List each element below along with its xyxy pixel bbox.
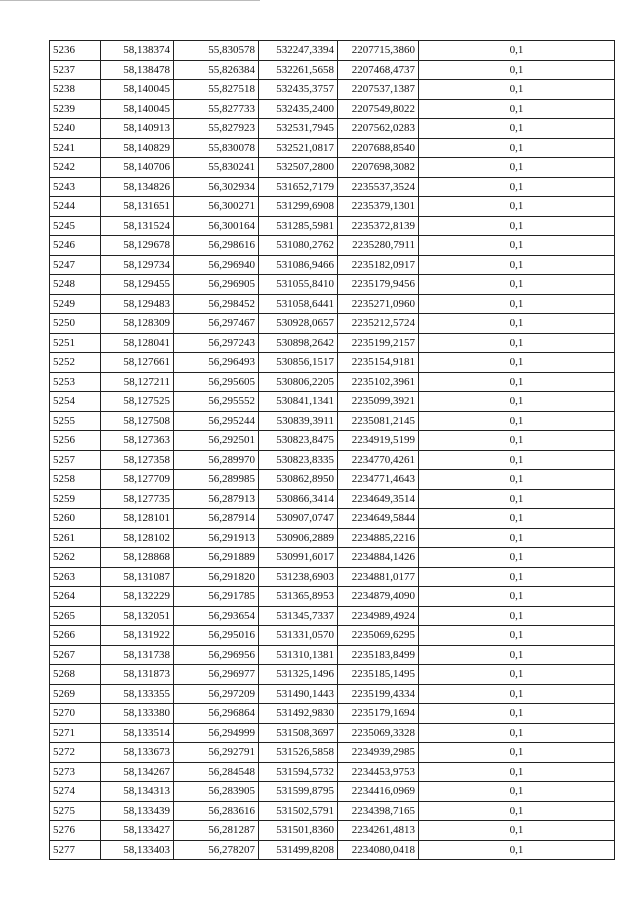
x-coordinate-cell: 531086,9466 <box>259 255 338 275</box>
point-number-cell: 5252 <box>50 353 101 373</box>
point-number-cell: 5254 <box>50 392 101 412</box>
accuracy-cell: 0,1 <box>419 60 615 80</box>
latitude-cell: 58,128041 <box>101 333 174 353</box>
table-row <box>50 372 615 392</box>
latitude-cell: 58,129678 <box>101 236 174 256</box>
table-row <box>50 450 615 470</box>
longitude-cell: 56,281287 <box>174 821 259 841</box>
table-row <box>50 723 615 743</box>
accuracy-cell: 0,1 <box>419 41 615 61</box>
x-coordinate-cell: 531331,0570 <box>259 626 338 646</box>
longitude-cell: 56,296493 <box>174 353 259 373</box>
table-row <box>50 567 615 587</box>
longitude-cell: 56,293654 <box>174 606 259 626</box>
longitude-cell: 56,300164 <box>174 216 259 236</box>
latitude-cell: 58,133403 <box>101 840 174 860</box>
point-number-cell: 5263 <box>50 567 101 587</box>
y-coordinate-cell: 2235372,8139 <box>338 216 419 236</box>
accuracy-cell: 0,1 <box>419 782 615 802</box>
y-coordinate-cell: 2235537,3524 <box>338 177 419 197</box>
y-coordinate-cell: 2235081,2145 <box>338 411 419 431</box>
top-rule <box>0 0 260 1</box>
y-coordinate-cell: 2207537,1387 <box>338 80 419 100</box>
accuracy-cell: 0,1 <box>419 450 615 470</box>
table-row <box>50 762 615 782</box>
latitude-cell: 58,127508 <box>101 411 174 431</box>
longitude-cell: 56,291913 <box>174 528 259 548</box>
latitude-cell: 58,133439 <box>101 801 174 821</box>
longitude-cell: 56,297243 <box>174 333 259 353</box>
longitude-cell: 56,289970 <box>174 450 259 470</box>
y-coordinate-cell: 2235179,1694 <box>338 704 419 724</box>
accuracy-cell: 0,1 <box>419 626 615 646</box>
y-coordinate-cell: 2207688,8540 <box>338 138 419 158</box>
longitude-cell: 56,296977 <box>174 665 259 685</box>
table-row <box>50 99 615 119</box>
accuracy-cell: 0,1 <box>419 684 615 704</box>
accuracy-cell: 0,1 <box>419 801 615 821</box>
y-coordinate-cell: 2207698,3082 <box>338 158 419 178</box>
table-row <box>50 197 615 217</box>
accuracy-cell: 0,1 <box>419 392 615 412</box>
x-coordinate-cell: 530928,0657 <box>259 314 338 334</box>
longitude-cell: 55,830241 <box>174 158 259 178</box>
point-number-cell: 5275 <box>50 801 101 821</box>
accuracy-cell: 0,1 <box>419 509 615 529</box>
longitude-cell: 55,827733 <box>174 99 259 119</box>
point-number-cell: 5270 <box>50 704 101 724</box>
longitude-cell: 56,296864 <box>174 704 259 724</box>
point-number-cell: 5261 <box>50 528 101 548</box>
y-coordinate-cell: 2235154,9181 <box>338 353 419 373</box>
x-coordinate-cell: 530823,8335 <box>259 450 338 470</box>
y-coordinate-cell: 2207468,4737 <box>338 60 419 80</box>
point-number-cell: 5247 <box>50 255 101 275</box>
y-coordinate-cell: 2207562,0283 <box>338 119 419 139</box>
y-coordinate-cell: 2234398,7165 <box>338 801 419 821</box>
x-coordinate-cell: 532507,2800 <box>259 158 338 178</box>
latitude-cell: 58,140045 <box>101 99 174 119</box>
x-coordinate-cell: 531238,6903 <box>259 567 338 587</box>
accuracy-cell: 0,1 <box>419 431 615 451</box>
x-coordinate-cell: 530841,1341 <box>259 392 338 412</box>
longitude-cell: 56,297209 <box>174 684 259 704</box>
accuracy-cell: 0,1 <box>419 294 615 314</box>
table-row <box>50 782 615 802</box>
y-coordinate-cell: 2234879,4090 <box>338 587 419 607</box>
accuracy-cell: 0,1 <box>419 665 615 685</box>
x-coordinate-cell: 531080,2762 <box>259 236 338 256</box>
latitude-cell: 58,133427 <box>101 821 174 841</box>
latitude-cell: 58,131524 <box>101 216 174 236</box>
point-number-cell: 5241 <box>50 138 101 158</box>
table-row <box>50 606 615 626</box>
x-coordinate-cell: 531652,7179 <box>259 177 338 197</box>
longitude-cell: 55,830078 <box>174 138 259 158</box>
x-coordinate-cell: 531490,1443 <box>259 684 338 704</box>
point-number-cell: 5253 <box>50 372 101 392</box>
point-number-cell: 5273 <box>50 762 101 782</box>
x-coordinate-cell: 532531,7945 <box>259 119 338 139</box>
table-row <box>50 236 615 256</box>
y-coordinate-cell: 2235182,0917 <box>338 255 419 275</box>
table-row <box>50 821 615 841</box>
longitude-cell: 56,294999 <box>174 723 259 743</box>
accuracy-cell: 0,1 <box>419 372 615 392</box>
table-row <box>50 177 615 197</box>
x-coordinate-cell: 531299,6908 <box>259 197 338 217</box>
table-row <box>50 743 615 763</box>
accuracy-cell: 0,1 <box>419 723 615 743</box>
latitude-cell: 58,129483 <box>101 294 174 314</box>
table-row <box>50 587 615 607</box>
latitude-cell: 58,133673 <box>101 743 174 763</box>
x-coordinate-cell: 530906,2889 <box>259 528 338 548</box>
accuracy-cell: 0,1 <box>419 138 615 158</box>
table-row <box>50 684 615 704</box>
point-number-cell: 5237 <box>50 60 101 80</box>
table-row <box>50 41 615 61</box>
point-number-cell: 5242 <box>50 158 101 178</box>
y-coordinate-cell: 2235183,8499 <box>338 645 419 665</box>
y-coordinate-cell: 2235069,3328 <box>338 723 419 743</box>
table-row <box>50 353 615 373</box>
y-coordinate-cell: 2234770,4261 <box>338 450 419 470</box>
longitude-cell: 56,291785 <box>174 587 259 607</box>
coordinates-table <box>49 40 615 860</box>
y-coordinate-cell: 2234989,4924 <box>338 606 419 626</box>
latitude-cell: 58,129734 <box>101 255 174 275</box>
accuracy-cell: 0,1 <box>419 704 615 724</box>
table-row <box>50 470 615 490</box>
longitude-cell: 56,300271 <box>174 197 259 217</box>
x-coordinate-cell: 530806,2205 <box>259 372 338 392</box>
table-row <box>50 704 615 724</box>
point-number-cell: 5262 <box>50 548 101 568</box>
latitude-cell: 58,133355 <box>101 684 174 704</box>
point-number-cell: 5238 <box>50 80 101 100</box>
latitude-cell: 58,127363 <box>101 431 174 451</box>
x-coordinate-cell: 531055,8410 <box>259 275 338 295</box>
y-coordinate-cell: 2234649,3514 <box>338 489 419 509</box>
longitude-cell: 56,287914 <box>174 509 259 529</box>
point-number-cell: 5269 <box>50 684 101 704</box>
y-coordinate-cell: 2234884,1426 <box>338 548 419 568</box>
longitude-cell: 56,302934 <box>174 177 259 197</box>
point-number-cell: 5255 <box>50 411 101 431</box>
longitude-cell: 56,291820 <box>174 567 259 587</box>
y-coordinate-cell: 2235199,2157 <box>338 333 419 353</box>
accuracy-cell: 0,1 <box>419 80 615 100</box>
longitude-cell: 55,830578 <box>174 41 259 61</box>
latitude-cell: 58,128102 <box>101 528 174 548</box>
latitude-cell: 58,140045 <box>101 80 174 100</box>
y-coordinate-cell: 2234261,4813 <box>338 821 419 841</box>
x-coordinate-cell: 531594,5732 <box>259 762 338 782</box>
x-coordinate-cell: 531058,6441 <box>259 294 338 314</box>
latitude-cell: 58,131651 <box>101 197 174 217</box>
latitude-cell: 58,127709 <box>101 470 174 490</box>
x-coordinate-cell: 531325,1496 <box>259 665 338 685</box>
latitude-cell: 58,131738 <box>101 645 174 665</box>
longitude-cell: 56,287913 <box>174 489 259 509</box>
latitude-cell: 58,133514 <box>101 723 174 743</box>
x-coordinate-cell: 530862,8950 <box>259 470 338 490</box>
accuracy-cell: 0,1 <box>419 333 615 353</box>
longitude-cell: 55,826384 <box>174 60 259 80</box>
x-coordinate-cell: 531499,8208 <box>259 840 338 860</box>
latitude-cell: 58,134313 <box>101 782 174 802</box>
x-coordinate-cell: 531599,8795 <box>259 782 338 802</box>
longitude-cell: 56,292791 <box>174 743 259 763</box>
table-row <box>50 216 615 236</box>
latitude-cell: 58,128868 <box>101 548 174 568</box>
point-number-cell: 5259 <box>50 489 101 509</box>
longitude-cell: 56,289985 <box>174 470 259 490</box>
point-number-cell: 5257 <box>50 450 101 470</box>
accuracy-cell: 0,1 <box>419 411 615 431</box>
point-number-cell: 5256 <box>50 431 101 451</box>
table-row <box>50 645 615 665</box>
table-row <box>50 119 615 139</box>
x-coordinate-cell: 531345,7337 <box>259 606 338 626</box>
point-number-cell: 5236 <box>50 41 101 61</box>
longitude-cell: 56,291889 <box>174 548 259 568</box>
x-coordinate-cell: 531492,9830 <box>259 704 338 724</box>
longitude-cell: 56,296905 <box>174 275 259 295</box>
y-coordinate-cell: 2235280,7911 <box>338 236 419 256</box>
longitude-cell: 56,283616 <box>174 801 259 821</box>
table-row <box>50 314 615 334</box>
longitude-cell: 56,298616 <box>174 236 259 256</box>
table-row <box>50 626 615 646</box>
table-row <box>50 840 615 860</box>
y-coordinate-cell: 2235069,6295 <box>338 626 419 646</box>
table-row <box>50 548 615 568</box>
x-coordinate-cell: 530907,0747 <box>259 509 338 529</box>
point-number-cell: 5268 <box>50 665 101 685</box>
latitude-cell: 58,140913 <box>101 119 174 139</box>
x-coordinate-cell: 530839,3911 <box>259 411 338 431</box>
table-row <box>50 158 615 178</box>
table-row <box>50 489 615 509</box>
table-row <box>50 801 615 821</box>
table-row <box>50 333 615 353</box>
table-row <box>50 392 615 412</box>
latitude-cell: 58,131087 <box>101 567 174 587</box>
point-number-cell: 5245 <box>50 216 101 236</box>
y-coordinate-cell: 2235099,3921 <box>338 392 419 412</box>
x-coordinate-cell: 530991,6017 <box>259 548 338 568</box>
x-coordinate-cell: 532435,2400 <box>259 99 338 119</box>
accuracy-cell: 0,1 <box>419 606 615 626</box>
x-coordinate-cell: 532261,5658 <box>259 60 338 80</box>
table-row <box>50 665 615 685</box>
y-coordinate-cell: 2235199,4334 <box>338 684 419 704</box>
latitude-cell: 58,140829 <box>101 138 174 158</box>
longitude-cell: 56,295552 <box>174 392 259 412</box>
x-coordinate-cell: 531365,8953 <box>259 587 338 607</box>
longitude-cell: 56,292501 <box>174 431 259 451</box>
accuracy-cell: 0,1 <box>419 840 615 860</box>
point-number-cell: 5267 <box>50 645 101 665</box>
longitude-cell: 56,295605 <box>174 372 259 392</box>
y-coordinate-cell: 2235271,0960 <box>338 294 419 314</box>
accuracy-cell: 0,1 <box>419 489 615 509</box>
x-coordinate-cell: 530856,1517 <box>259 353 338 373</box>
accuracy-cell: 0,1 <box>419 216 615 236</box>
longitude-cell: 56,295016 <box>174 626 259 646</box>
x-coordinate-cell: 532435,3757 <box>259 80 338 100</box>
table-row <box>50 255 615 275</box>
x-coordinate-cell: 531508,3697 <box>259 723 338 743</box>
latitude-cell: 58,134826 <box>101 177 174 197</box>
latitude-cell: 58,138478 <box>101 60 174 80</box>
point-number-cell: 5271 <box>50 723 101 743</box>
latitude-cell: 58,128309 <box>101 314 174 334</box>
point-number-cell: 5251 <box>50 333 101 353</box>
accuracy-cell: 0,1 <box>419 821 615 841</box>
x-coordinate-cell: 531501,8360 <box>259 821 338 841</box>
table-row <box>50 431 615 451</box>
accuracy-cell: 0,1 <box>419 177 615 197</box>
accuracy-cell: 0,1 <box>419 314 615 334</box>
point-number-cell: 5244 <box>50 197 101 217</box>
y-coordinate-cell: 2234771,4643 <box>338 470 419 490</box>
longitude-cell: 56,284548 <box>174 762 259 782</box>
accuracy-cell: 0,1 <box>419 119 615 139</box>
x-coordinate-cell: 530866,3414 <box>259 489 338 509</box>
accuracy-cell: 0,1 <box>419 528 615 548</box>
longitude-cell: 56,298452 <box>174 294 259 314</box>
y-coordinate-cell: 2207715,3860 <box>338 41 419 61</box>
x-coordinate-cell: 531285,5981 <box>259 216 338 236</box>
y-coordinate-cell: 2235179,9456 <box>338 275 419 295</box>
latitude-cell: 58,131873 <box>101 665 174 685</box>
y-coordinate-cell: 2234885,2216 <box>338 528 419 548</box>
latitude-cell: 58,132229 <box>101 587 174 607</box>
point-number-cell: 5276 <box>50 821 101 841</box>
point-number-cell: 5248 <box>50 275 101 295</box>
table-row <box>50 60 615 80</box>
accuracy-cell: 0,1 <box>419 158 615 178</box>
accuracy-cell: 0,1 <box>419 275 615 295</box>
x-coordinate-cell: 530823,8475 <box>259 431 338 451</box>
latitude-cell: 58,138374 <box>101 41 174 61</box>
table-row <box>50 138 615 158</box>
table-row <box>50 80 615 100</box>
point-number-cell: 5272 <box>50 743 101 763</box>
point-number-cell: 5264 <box>50 587 101 607</box>
latitude-cell: 58,133380 <box>101 704 174 724</box>
accuracy-cell: 0,1 <box>419 762 615 782</box>
latitude-cell: 58,129455 <box>101 275 174 295</box>
y-coordinate-cell: 2234939,2985 <box>338 743 419 763</box>
point-number-cell: 5258 <box>50 470 101 490</box>
point-number-cell: 5246 <box>50 236 101 256</box>
accuracy-cell: 0,1 <box>419 645 615 665</box>
longitude-cell: 55,827518 <box>174 80 259 100</box>
y-coordinate-cell: 2235212,5724 <box>338 314 419 334</box>
y-coordinate-cell: 2234649,5844 <box>338 509 419 529</box>
table-row <box>50 509 615 529</box>
point-number-cell: 5250 <box>50 314 101 334</box>
accuracy-cell: 0,1 <box>419 236 615 256</box>
latitude-cell: 58,127735 <box>101 489 174 509</box>
table-row <box>50 411 615 431</box>
accuracy-cell: 0,1 <box>419 567 615 587</box>
longitude-cell: 56,295244 <box>174 411 259 431</box>
y-coordinate-cell: 2235185,1495 <box>338 665 419 685</box>
point-number-cell: 5265 <box>50 606 101 626</box>
accuracy-cell: 0,1 <box>419 353 615 373</box>
x-coordinate-cell: 532521,0817 <box>259 138 338 158</box>
latitude-cell: 58,131922 <box>101 626 174 646</box>
accuracy-cell: 0,1 <box>419 99 615 119</box>
longitude-cell: 56,296940 <box>174 255 259 275</box>
y-coordinate-cell: 2207549,8022 <box>338 99 419 119</box>
coordinates-table-body <box>50 41 615 860</box>
y-coordinate-cell: 2234881,0177 <box>338 567 419 587</box>
table-row <box>50 275 615 295</box>
x-coordinate-cell: 531502,5791 <box>259 801 338 821</box>
latitude-cell: 58,134267 <box>101 762 174 782</box>
point-number-cell: 5274 <box>50 782 101 802</box>
longitude-cell: 56,278207 <box>174 840 259 860</box>
accuracy-cell: 0,1 <box>419 587 615 607</box>
point-number-cell: 5260 <box>50 509 101 529</box>
y-coordinate-cell: 2234080,0418 <box>338 840 419 860</box>
point-number-cell: 5266 <box>50 626 101 646</box>
y-coordinate-cell: 2235102,3961 <box>338 372 419 392</box>
latitude-cell: 58,140706 <box>101 158 174 178</box>
accuracy-cell: 0,1 <box>419 470 615 490</box>
y-coordinate-cell: 2234453,9753 <box>338 762 419 782</box>
latitude-cell: 58,128101 <box>101 509 174 529</box>
point-number-cell: 5277 <box>50 840 101 860</box>
y-coordinate-cell: 2235379,1301 <box>338 197 419 217</box>
latitude-cell: 58,127661 <box>101 353 174 373</box>
longitude-cell: 56,296956 <box>174 645 259 665</box>
x-coordinate-cell: 532247,3394 <box>259 41 338 61</box>
point-number-cell: 5243 <box>50 177 101 197</box>
y-coordinate-cell: 2234919,5199 <box>338 431 419 451</box>
x-coordinate-cell: 531310,1381 <box>259 645 338 665</box>
accuracy-cell: 0,1 <box>419 743 615 763</box>
point-number-cell: 5249 <box>50 294 101 314</box>
y-coordinate-cell: 2234416,0969 <box>338 782 419 802</box>
longitude-cell: 55,827923 <box>174 119 259 139</box>
latitude-cell: 58,127525 <box>101 392 174 412</box>
accuracy-cell: 0,1 <box>419 548 615 568</box>
accuracy-cell: 0,1 <box>419 197 615 217</box>
latitude-cell: 58,132051 <box>101 606 174 626</box>
x-coordinate-cell: 531526,5858 <box>259 743 338 763</box>
longitude-cell: 56,297467 <box>174 314 259 334</box>
longitude-cell: 56,283905 <box>174 782 259 802</box>
accuracy-cell: 0,1 <box>419 255 615 275</box>
point-number-cell: 5240 <box>50 119 101 139</box>
point-number-cell: 5239 <box>50 99 101 119</box>
table-row <box>50 528 615 548</box>
latitude-cell: 58,127358 <box>101 450 174 470</box>
table-row <box>50 294 615 314</box>
x-coordinate-cell: 530898,2642 <box>259 333 338 353</box>
latitude-cell: 58,127211 <box>101 372 174 392</box>
